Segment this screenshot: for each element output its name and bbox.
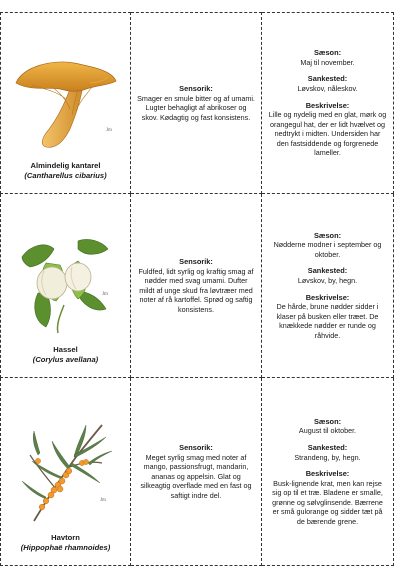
card-common-name: Hassel (53, 344, 78, 354)
season-label: Sæson: (313, 230, 342, 240)
card-sensorik-cell (131, 12, 262, 194)
location-text: Strandeng, by, hegn. (294, 452, 361, 462)
card-common-name: Almindelig kantarel (30, 160, 101, 170)
season-text: August til oktober. (298, 426, 357, 436)
card-latin-name-text: Hippophaë rhamnoides (23, 542, 108, 552)
sea-buckthorn-illustration (16, 417, 116, 527)
location-text: Løvskov, nåleskov. (297, 84, 358, 94)
svg-text:Jm: Jm (105, 127, 112, 133)
card-image-cell (0, 12, 131, 194)
card-image-cell (0, 378, 131, 566)
sensorik-text: Fuldfed, lidt syrlig og kraftig smag af nødder med svag umami. Dufter mildt af unge skud fra løvtræer med noter af rå kartoffel. Sprød og saftig konsistens. (138, 266, 254, 314)
sensorik-text: Meget syrlig smag med noter af mango, passionsfrugt, mandarin, ananas og appelsin. Glat og silkeagtig overflade med en fast og saftigt indre del. (140, 452, 252, 500)
description-block (268, 293, 387, 341)
season-block (268, 231, 387, 260)
card-info-cell (262, 194, 394, 378)
card-latin-name: (Hippophaë rhamnoides) (20, 542, 111, 552)
description-label: Beskrivelse: (305, 100, 350, 110)
card-sensorik-cell (131, 194, 262, 378)
description-label: Beskrivelse: (305, 469, 350, 479)
sensorik-label: Sensorik: (179, 442, 213, 452)
sensorik-text: Smager en smule bitter og af umami. Lugter behagligt af abrikoser og skov. Kødagtig og fast konsistens. (137, 93, 255, 122)
card-latin-name: (Cantharellus cibarius) (24, 170, 107, 180)
location-label: Sankested: (307, 442, 348, 452)
location-block (297, 74, 357, 93)
svg-text:Jm: Jm (101, 291, 108, 297)
svg-text:Jm: Jm (99, 497, 106, 503)
season-label: Sæson: (313, 48, 342, 58)
card-info-cell (262, 12, 394, 194)
description-block (268, 469, 387, 526)
location-block (298, 266, 357, 285)
description-label: Beskrivelse: (305, 292, 350, 302)
description-text: Lille og nydelig med en glat, mørk og orangegul hat, der er lidt hvælvet og nedtrykt i midten. Undersiden har den fastsiddende og forgrenede lameller. (268, 110, 387, 158)
season-label: Sæson: (313, 416, 342, 426)
card-sensorik-cell (131, 378, 262, 566)
sensorik-label: Sensorik: (179, 83, 213, 93)
location-text: Løvskov, by, hegn. (297, 276, 358, 286)
location-label: Sankested: (307, 74, 348, 84)
description-text: Busk-lignende krat, men kan rejse sig op til et træ. Bladene er smalle, grønne og sølvglinsende. Bærrene er små gulorange og sidder tæt på de bærende grene. (272, 478, 383, 526)
card-info-cell (262, 378, 394, 566)
description-text: De hårde, brune nødder sidder i klaser på busken eller træet. De knækkede nødder er runde og råhvide. (276, 302, 379, 340)
card-latin-name: (Corylus avellana) (32, 354, 99, 364)
season-text: Nødderne modner i september og oktober. (273, 240, 382, 259)
sensorik-label: Sensorik: (179, 256, 213, 266)
description-block (268, 101, 387, 158)
card-latin-name-text: Corylus avellana (35, 354, 96, 364)
chanterelle-illustration (12, 55, 120, 155)
location-block (294, 443, 360, 462)
location-label: Sankested: (307, 266, 348, 276)
card-latin-name-text: Cantharellus cibarius (26, 170, 105, 180)
card-common-name: Havtorn (51, 532, 80, 542)
season-text: Maj til november. (300, 57, 355, 67)
card-grid (0, 12, 394, 566)
season-block (300, 48, 354, 67)
card-image-cell (0, 194, 131, 378)
season-block (299, 417, 356, 436)
hazelnut-illustration (16, 235, 116, 339)
